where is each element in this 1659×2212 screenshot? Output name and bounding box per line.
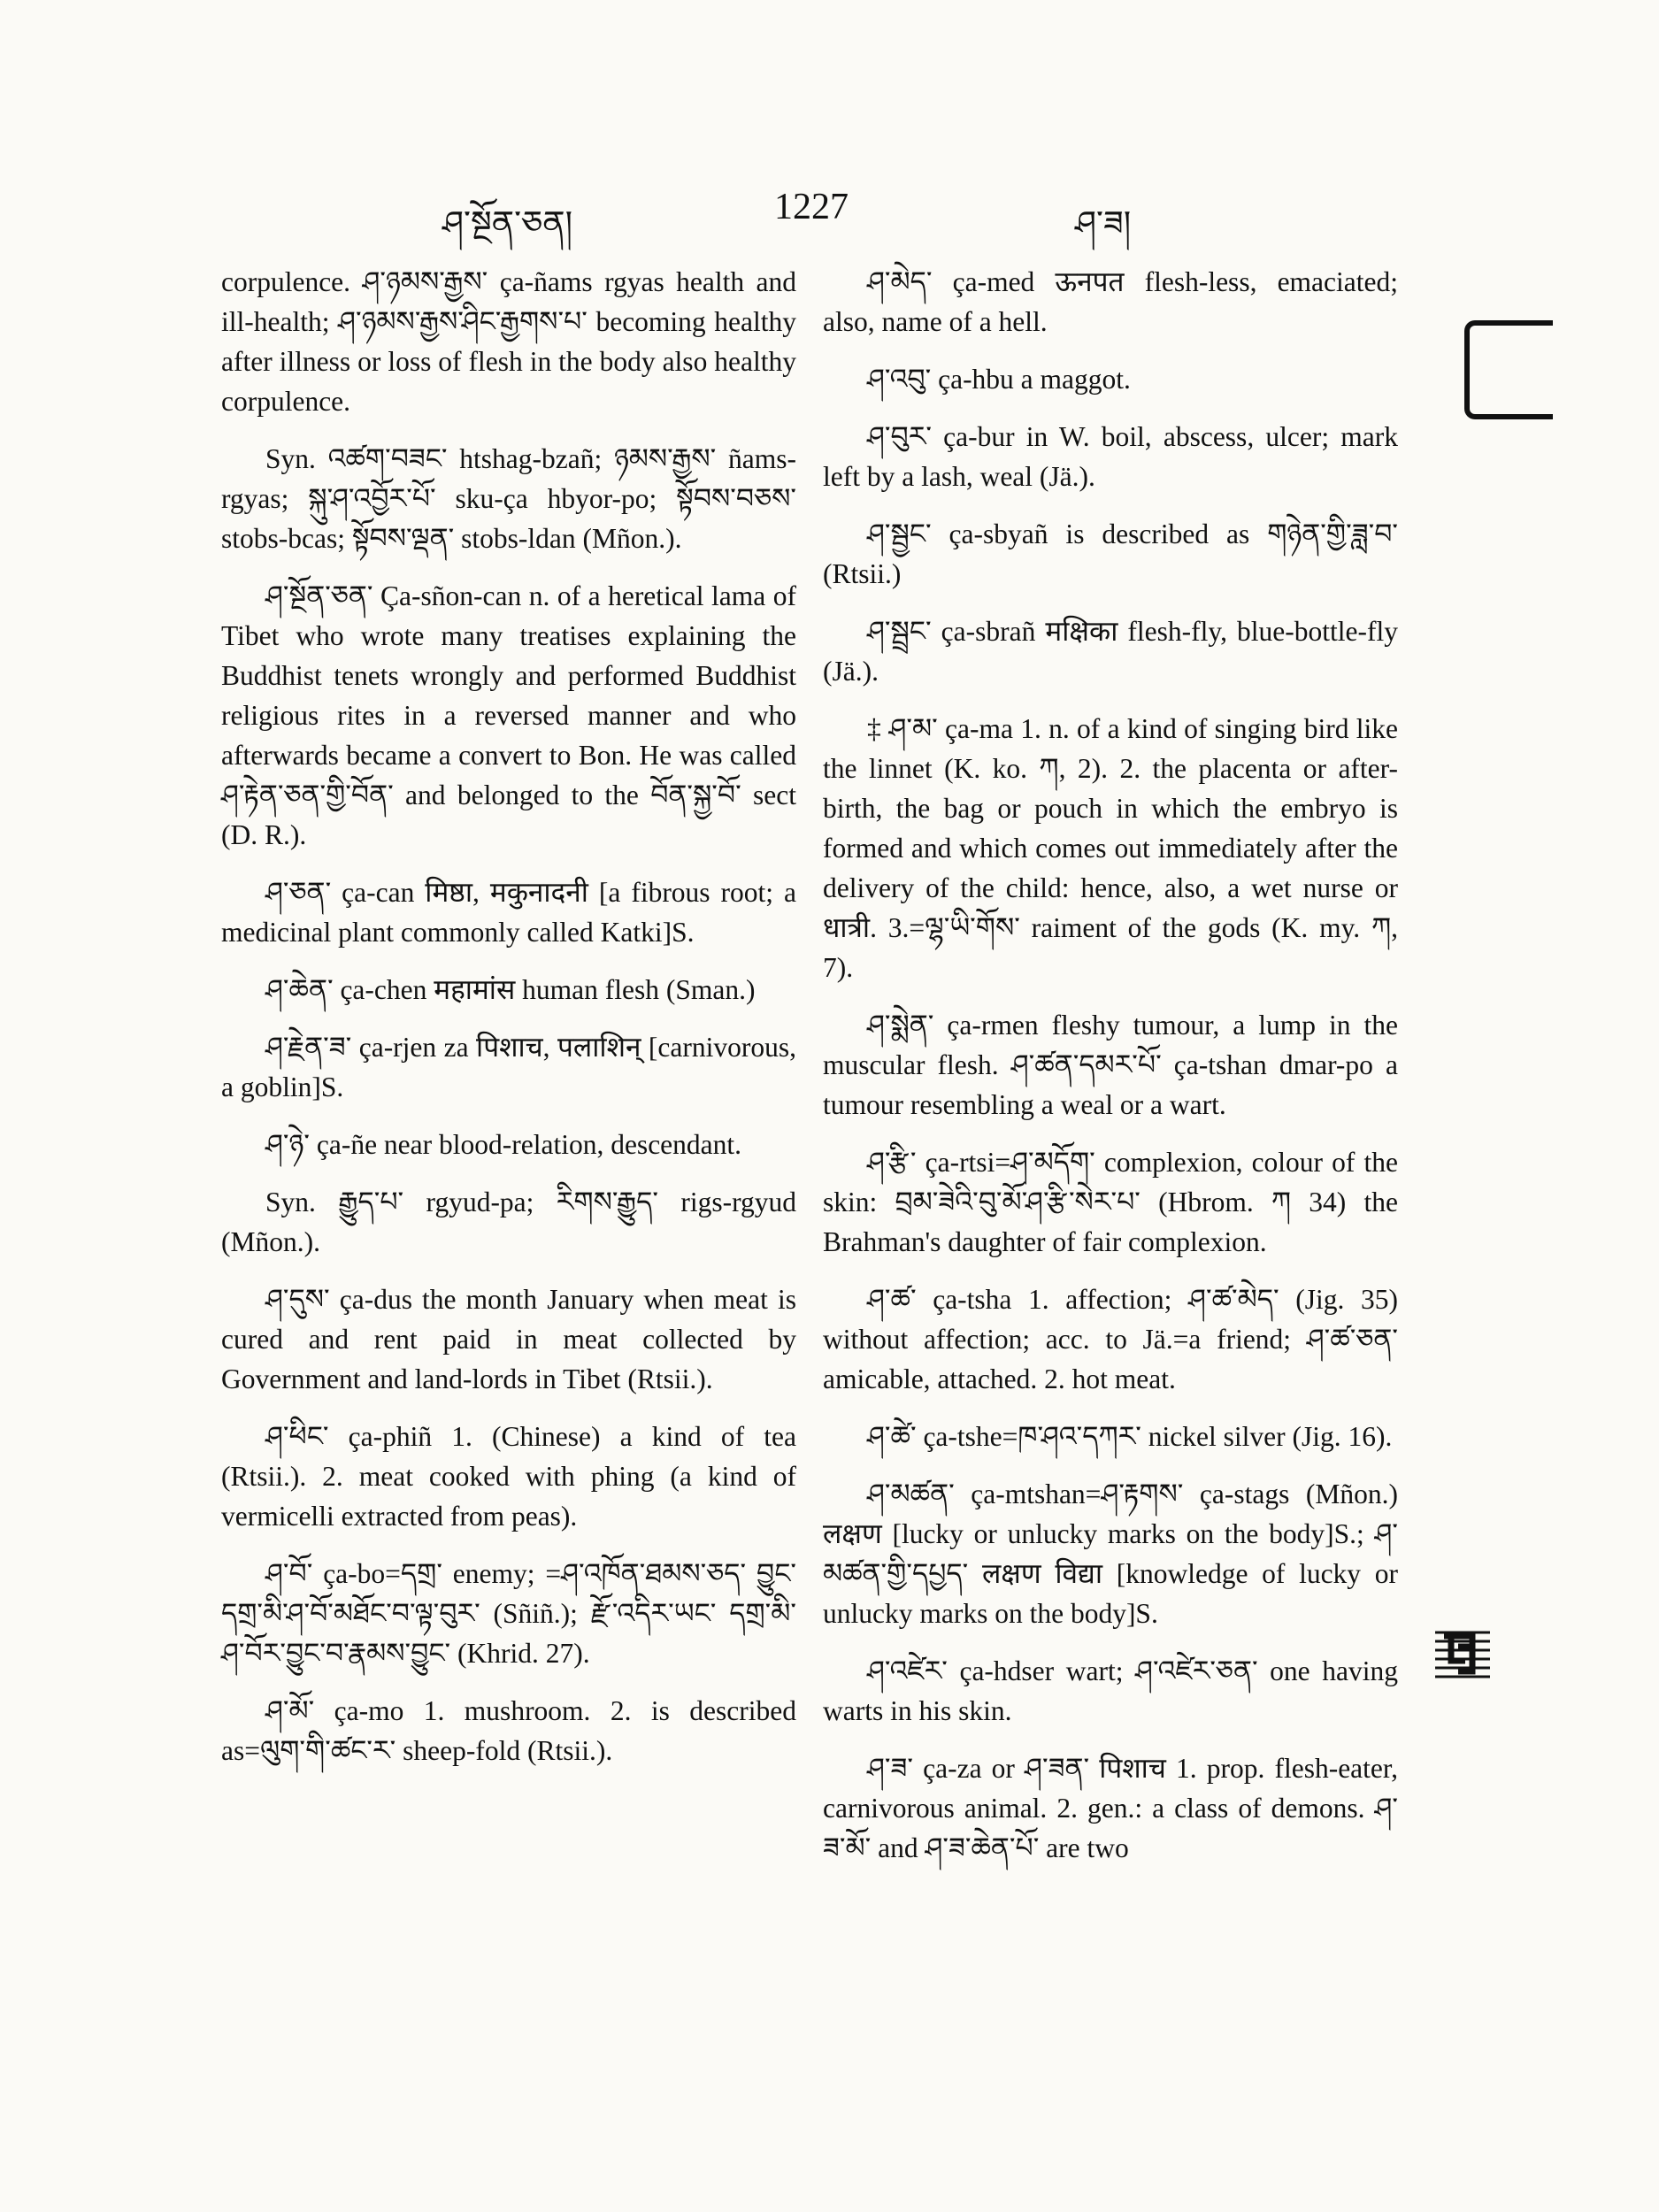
letter-seal-icon: [1432, 1625, 1494, 1684]
entry: ཤ་ཆེན་ ça-chen महामांस human flesh (Sman.): [265, 974, 756, 1005]
entry: ‡ ཤ་མ་ ça-ma 1. n. of a kind of singing bird like the linnet (K. ko. ཀ, 2). 2. the placenta or after-birth, the bag or pouch in which the embryo is formed and which comes out immediately after the delivery of the child: hence, also, a wet nurse or धात्री. 3.=ལྷ་ཡི་གོས་ raiment of the gods (K. my. ཀ, 7).: [823, 713, 1398, 983]
entry: ཤ་ཉེ་ ça-ñe near blood-relation, descendant.: [265, 1129, 742, 1160]
entry: ཤ་འབུ་ ça-hbu a maggot.: [867, 364, 1131, 395]
entry: ཤ་སྦྲང་ ça-sbrañ मक्षिका flesh-fly, blue-bottle-fly (Jä.).: [823, 616, 1398, 687]
running-head: [0, 177, 1659, 242]
entry: ཤ་ཅན་ ça-can मिष्ठा, मकुनादनी [a fibrous root; a medicinal plant commonly called Katki]S.: [221, 877, 796, 948]
entry: ཤ་ཟ་ ça-za or ཤ་ཟན་ पिशाच 1. prop. flesh-eater, carnivorous animal. 2. gen.: a class of demons. ཤ་ཟ་མོ་ and ཤ་ཟ་ཆེན་པོ་ are two: [823, 1753, 1398, 1863]
entry: ཤ་བུར་ ça-bur in W. boil, abscess, ulcer; mark left by a lash, weal (Jä.).: [823, 421, 1398, 492]
entry: ཤ་འཛེར་ ça-hdser wart; ཤ་འཛེར་ཅན་ one having warts in his skin.: [823, 1655, 1398, 1726]
entry: ཤ་རྗེན་ཟ་ ça-rjen za पिशाच, पलाशिन् [carnivorous, a goblin]S.: [221, 1032, 796, 1102]
entry: ཤ་དུས་ ça-dus the month January when meat is cured and rent paid in meat collected by Government and land-lords in Tibet (Rtsii.).: [221, 1284, 796, 1394]
entry: ཤ་ཕིང་ ça-phiñ 1. (Chinese) a kind of tea (Rtsii.). 2. meat cooked with phing (a kind of vermicelli extracted from peas).: [221, 1421, 796, 1532]
page-number: 1227: [774, 187, 849, 227]
entry: ཤ་ཚ་ ça-tsha 1. affection; ཤ་ཚ་མེད་ (Jig. 35) without affection; acc. to Jä.=a friend; ཤ་ཚ་ཅན་ amicable, attached. 2. hot meat.: [823, 1284, 1398, 1394]
entry: ཤ་མོ་ ça-mo 1. mushroom. 2. is described as=ལུག་གི་ཚང་ར་ sheep-fold (Rtsii.).: [221, 1695, 796, 1766]
thumb-index-bracket: [1464, 320, 1553, 419]
entry: ཤ་ཚེ་ ça-tshe=ཁ་ཤའ་དཀར་ nickel silver (Jig. 16).: [867, 1421, 1393, 1452]
entry: ཤ་སྦྱང་ ça-sbyañ is described as གཉེན་གྱི་ཟླ་བ་ (Rtsii.): [823, 518, 1398, 589]
entry: ཤ་མེད་ ça-med ऊनपत flesh-less, emaciated; also, name of a hell.: [823, 266, 1398, 337]
entry: Syn. རྒྱུད་པ་ rgyud-pa; རིགས་རྒྱུད་ rigs-rgyud (Mñon.).: [221, 1187, 796, 1257]
entry: ཤ་རྩི་ ça-rtsi=ཤ་མདོག་ complexion, colour of the skin: བྲམ་ཟེའི་བུ་མོ་ཤ་རྩི་སེར་པ་ (Hbrom. ཀ 34) the Brahman's daughter of fair complexion.: [823, 1147, 1398, 1257]
entry: ཤ་བོ་ ça-bo=དགྲ་ enemy; =ཤ་འཁོན་ཐམས་ཅད་ བྱུང་དགྲ་མི་ཤ་བོ་མཐོང་བ་ལྟ་བུར་ (Sñiñ.); རྫོ་འདིར་ཡང་ དགྲ་མི་ཤ་བོར་བྱུང་བ་རྣམས་བྱུང་ (Khrid. 27).: [221, 1558, 796, 1669]
left-column: [221, 262, 796, 1788]
header-left-word: ཤ་སྔོན་ཅན།: [442, 205, 573, 242]
header-right-word: ཤ་ཟ།: [1075, 205, 1132, 242]
entry: ཤ་སྨེན་ ça-rmen fleshy tumour, a lump in the muscular flesh. ཤ་ཚན་དམར་པོ་ ça-tshan dmar-po a tumour resembling a weal or a wart.: [823, 1010, 1398, 1120]
entry: Syn. འཚག་བཟང་ htshag-bzañ; ཉམས་རྒྱས་ ñams-rgyas; སྐུ་ཤ་འབྱོར་པོ་ sku-ça hbyor-po; སྟོབས་བཅས་ stobs-bcas; སྟོབས་ལྡན་ stobs-ldan (Mñon.).: [221, 443, 796, 554]
right-column: [823, 262, 1398, 1886]
entry: ཤ་མཚན་ ça-mtshan=ཤ་རྟགས་ ça-stags (Mñon.) लक्षण [lucky or unlucky marks on the body]S.; ཤ་མཚན་གྱི་དཔྱད་ लक्षण विद्या [knowledge of lucky or unlucky marks on the body]S.: [823, 1479, 1398, 1629]
entry: ཤ་སྔོན་ཅན་ Ça-sñon-can n. of a heretical lama of Tibet who wrote many treatises explaining the Buddhist tenets wrongly and performed Buddhist religious rites in a reversed manner and who afterwards became a convert to Bon. He was called ཤ་རྟེན་ཅན་གྱི་བོན་ and belonged to the བོན་སྐྱ་བོ་ sect (D. R.).: [221, 580, 796, 850]
entry: corpulence. ཤ་ཉམས་རྒྱས་ ça-ñams rgyas health and ill-health; ཤ་ཉམས་རྒྱས་ཤིང་རྒྱགས་པ་ becoming healthy after illness or loss of flesh in the body also healthy corpulence.: [221, 266, 796, 417]
